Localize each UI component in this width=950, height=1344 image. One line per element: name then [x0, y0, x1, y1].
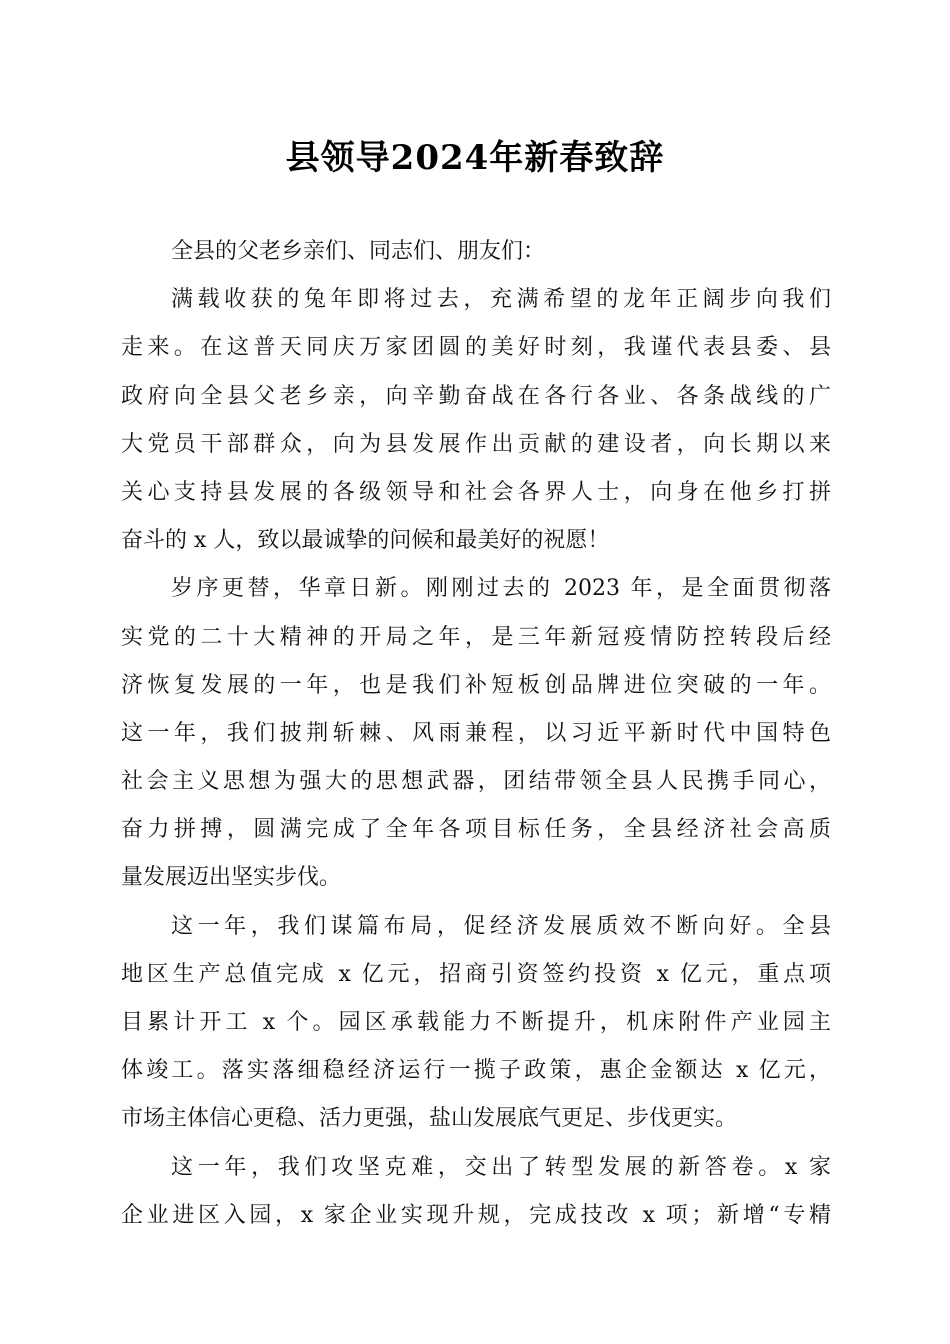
paragraph-line: 这一年，我们谋篇布局，促经济发展质效不断向好。全县 — [171, 913, 831, 939]
paragraph-line: 实党的二十大精神的开局之年，是三年新冠疫情防控转段后经 — [121, 624, 831, 650]
paragraph-line: 量发展迈出坚实步伐。 — [121, 865, 342, 891]
paragraph-line: 关心支持县发展的各级领导和社会各界人士，向身在他乡打拼 — [121, 479, 831, 505]
paragraph-line: 社会主义思想为强大的思想武器，团结带领全县人民携手同心， — [121, 769, 831, 795]
document-title: 县领导2024年新春致辞 — [285, 138, 665, 178]
document-body — [121, 228, 831, 1240]
paragraph-line: 这一年，我们攻坚克难，交出了转型发展的新答卷。x 家 — [171, 1154, 831, 1180]
salutation-line: 全县的父老乡亲们、同志们、朋友们： — [171, 239, 546, 264]
paragraph-line: 满载收获的兔年即将过去，充满希望的龙年正阔步向我们 — [171, 287, 831, 313]
paragraph-line: 地区生产总值完成 x 亿元，招商引资签约投资 x 亿元，重点项 — [121, 961, 831, 987]
paragraph-line: 大党员干部群众，向为县发展作出贡献的建设者，向长期以来 — [121, 431, 831, 457]
paragraph-line: 企业进区入园，x 家企业实现升规，完成技改 x 项；新增“专精 — [121, 1202, 831, 1228]
paragraph-line: 体竣工。落实落细稳经济运行一揽子政策，惠企金额达 x 亿元， — [121, 1058, 831, 1084]
paragraph-line: 政府向全县父老乡亲，向辛勤奋战在各行各业、各条战线的广 — [121, 383, 831, 409]
paragraph-line: 济恢复发展的一年，也是我们补短板创品牌进位突破的一年。 — [121, 672, 831, 698]
paragraph-line: 奋斗的 x 人，致以最诚挚的问候和最美好的祝愿！ — [121, 528, 610, 554]
paragraph-line: 岁序更替，华章日新。刚刚过去的 2023 年，是全面贯彻落 — [171, 576, 831, 602]
paragraph-line: 这一年，我们披荆斩棘、风雨兼程，以习近平新时代中国特色 — [121, 720, 831, 746]
paragraph-line: 奋力拼搏，圆满完成了全年各项目标任务，全县经济社会高质 — [121, 817, 831, 843]
paragraph-line: 市场主体信心更稳、活力更强，盐山发展底气更足、步伐更实。 — [121, 1106, 738, 1132]
paragraph-line: 走来。在这普天同庆万家团圆的美好时刻，我谨代表县委、县 — [121, 335, 831, 361]
paragraph-line: 目累计开工 x 个。园区承载能力不断提升，机床附件产业园主 — [121, 1010, 831, 1035]
